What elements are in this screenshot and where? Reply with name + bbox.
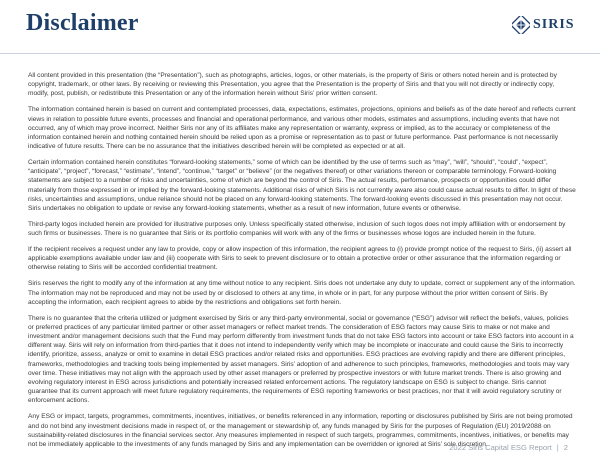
page-header — [0, 0, 600, 62]
disclaimer-paragraph-esg-commitments: Any ESG or impact, targets, programmes, commitments, incentives, initiatives, or benefits referenced in any information, reporting or disclosures published by Siris are not being promoted and do not bind any investment decisions made in respect of, or the management or stewardship of, any funds managed by Siris for the purposes of Regulation (EU) 2019/2088 on sustainability-related disclosures in the financial services sector. Any measures implemented in respect of such targets, programmes, commitments, incentives, initiatives, or benefits may not be immediately applicable to the investments of any funds managed by Siris and any implementation can be overridden or ignored at Siris’ sole discretion. — [28, 413, 573, 448]
siris-logo-text: SIRIS — [533, 17, 575, 32]
page-number: 2 — [563, 443, 568, 452]
disclaimer-paragraph-disclosure-requests: If the recipient receives a request under any law to provide, copy or allow inspection of this information, the recipient agrees to (i) provide prompt notice of the request to Siris, (ii) assert all applicable exemptions available under law and (iii) cooperate with Siris to seek to prevent disclosure or to obtain a protective order or other assurance that the information regarding or otherwise relating to Siris will be accorded confidential treatment. — [28, 246, 572, 272]
disclaimer-paragraph-modification-rights: Siris reserves the right to modify any of the information at any time without notice to any recipient. Siris does not undertake any duty to update, correct or supplement any of the information. The information may not be reproduced and may not be used by or disclosed to others at any time, in whole or in part, for any purpose without the prior written consent of Siris. By accepting the information, each recipient agrees to abide by the restrictions and obligations set forth herein. — [28, 280, 576, 306]
disclaimer-paragraph-esg-criteria: There is no guarantee that the criteria utilized or judgment exercised by Siris or any third-party environmental, social or governance (“ESG”) advisor will reflect the beliefs, values, policies or preferred practices of any particular limited partner or other asset managers or reflect market trends. The consideration of ESG factors may cause Siris to make or not make and investment and/or management decisions such that the Fund may perform differently from investment funds that do not take ESG factors into account or take ESG factors into account in a different way. Siris will rely on information from third-parties that it does not intend to independently verify which may be incomplete or inaccurate and could cause the Siris to incorrectly identify, prioritize, assess, analyze or omit to examine in detail ESG practices and/or related risks and opportunities. ESG practices are evolving rapidly and there are different principles, frameworks, methodologies and tracking tools being implemented by asset managers. Siris’ adoption of and adherence to such principles, frameworks, methodologies and tools may vary over time. These initiatives may not align with the approach used by other asset managers or preferred by prospective investors or with future market trends. There is also growing and evolving regulatory interest in ESG across jurisdictions and potentially increased related enforcement actions. The regulatory landscape on ESG is subject to change. Siris cannot guarantee that its current approach will meet future regulatory requirements, the requirements of ESG reporting frameworks or best practices, nor that it will avoid regulatory scrutiny or enforcement actions. — [28, 314, 574, 405]
disclaimer-paragraph-third-party-logos: Third-party logos included herein are provided for illustrative purposes only. Unless specifically stated otherwise, inclusion of such logos does not imply affiliation with or endorsement by such firms or businesses. There is no guarantee that Siris or its portfolio companies will work with any of the firms or businesses whose logos are included herein in the future. — [28, 220, 566, 238]
disclaimer-body — [28, 71, 576, 456]
disclaimer-paragraph-forward-looking: Certain information contained herein constitutes “forward-looking statements,” some of which can be identified by the use of terms such as “may”, “will”, “should”, “could”, “expect”, “anticipate”, “project”, “forecast,” “estimate”, “intend”, “continue,” “target” or “believe” (or the negatives thereof) or other variations thereon or comparable terminology. Forward-looking statements are subject to a number of risks and uncertainties, some of which are beyond the control of Siris. The actual results, performance, prospects or opportunities could differ materially from those expressed in or implied by the forward-looking statements. Additional risks of which Siris is not currently aware also could cause actual results to differ. In light of these risks, uncertainties and assumptions, undue reliance should not be placed on any forward-looking statements. The forward-looking events discussed in this presentation may not occur. Siris undertakes no obligation to update or revise any forward-looking statements, whether as a result of new information, future events or otherwise. — [28, 159, 576, 213]
siris-logo — [512, 14, 582, 36]
disclaimer-paragraph-information-basis: The information contained herein is based on current and contemplated processes, data, expectations, estimates, projections, opinions and beliefs as of the date hereof and reflects current views in relation to possible future events, processes and financial and operational performance, and various other models, estimates and assumptions, including events that have not occurred, any of which may prove incorrect. Neither Siris nor any of its affiliates make any representation or warranty, express or implied, as to the accuracy or completeness of the information contained herein and nothing contained herein should be relied upon as a promise or representation as to past or future performance. Past performance is not necessarily indicative of future results. There can be no assurance that the initiatives described herein will be completed as expected or at all. — [28, 106, 576, 151]
footer-separator: | — [556, 443, 559, 452]
footer-report-label: 2022 Siris Capital ESG Report — [449, 443, 552, 452]
header-divider — [0, 53, 600, 54]
page-footer — [449, 443, 568, 452]
siris-logo-mark-icon — [512, 16, 530, 34]
page-title: Disclaimer — [26, 10, 139, 36]
disclaimer-paragraph-copyright: All content provided in this presentation (the “Presentation”), such as photographs, articles, logos, or other materials, is the property of Siris or others noted herein and is protected by copyright, trademark, or other laws. By receiving or reviewing this Presentation, you agree that the Presentation is the property of Siris and that you will not directly or indirectly copy, modify, post, publish, or redistribute this Presentation or any of the information herein without Siris’ prior written consent. — [28, 72, 557, 98]
